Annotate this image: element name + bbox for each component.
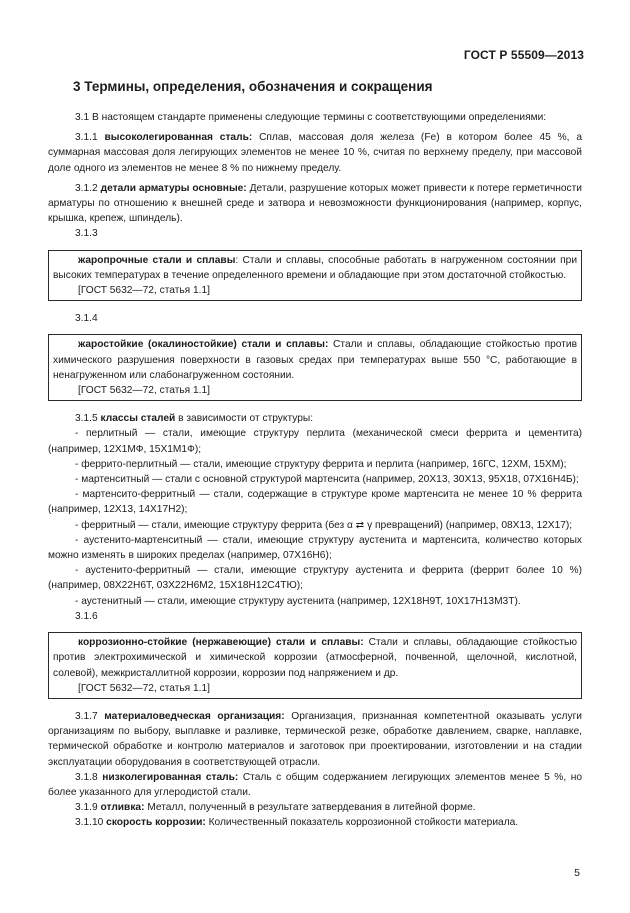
box-reference: [ГОСТ 5632—72, статья 1.1]	[78, 285, 211, 297]
term-high-alloy-steel: высоколегированная сталь:	[104, 132, 253, 144]
box-definition: коррозионно-стойкие (нержавеющие) стали и сплавы: Стали и сплавы, обладающие стойкостью против электрохимической и химической коррозии (атмосферной, почвенной, щелочной, кислотной, солевой), межкристаллитной коррозии, коррозии под напряжением и др.	[53, 637, 577, 679]
definition-box-3-1-3	[48, 250, 582, 302]
page-number: 5	[574, 867, 580, 879]
term-scale-resistant-steels: жаростойкие (окалиностойкие) стали и сплавы:	[78, 339, 329, 351]
paragraph-3-1-5: 3.1.5 классы сталей в зависимости от структуры:	[75, 413, 314, 425]
list-item: - аустенито-ферритный — стали, имеющие структуру аустенита и феррита (феррит более 10 %) (например, 08Х22Н6Т, 03Х22Н6М2, 15Х18Н12С4ТЮ);	[48, 565, 582, 592]
paragraph-3-1-10: 3.1.10 скорость коррозии: Количественный показатель коррозионной стойкости материала.	[75, 817, 519, 829]
box-definition: жаропрочные стали и сплавы: Стали и сплавы, способные работать в нагруженном состоянии при высоких температурах в течение определенного времени и обладающие при этом достаточной стойкостью.	[53, 254, 578, 281]
box-reference: [ГОСТ 5632—72, статья 1.1]	[78, 385, 211, 397]
term-materials-organization: материаловедческая организация:	[104, 710, 285, 722]
term-casting: отливка:	[100, 802, 145, 814]
term-corrosion-rate: скорость коррозии:	[106, 817, 206, 829]
definition-box-3-1-6	[48, 632, 582, 699]
document-code: ГОСТ Р 55509—2013	[463, 48, 584, 62]
list-item: - феррито-перлитный — стали, имеющие структуру феррита и перлита (например, 16ГС, 12ХМ, 15ХМ);	[75, 458, 567, 470]
section-title: 3 Термины, определения, обозначения и сокращения	[73, 79, 433, 94]
paragraph-3-1-7: 3.1.7 материаловедческая организация: Организация, признанная компетентной оказывать услуги организациям по выбору, выплавке и разливке, термической резке, обработке давлением, сварке, наплавке, термической обработке и контролю материалов и заготовок при проектировании, изготовлении и на стадии эксплуатации оборудования в соответствующей отрасли.	[48, 710, 582, 768]
term-valve-main-parts: детали арматуры основные:	[100, 182, 247, 194]
term-corrosion-resistant-steels: коррозионно-стойкие (нержавеющие) стали и сплавы:	[78, 637, 364, 649]
list-item: - ферритный — стали, имеющие структуру феррита (без α ⇄ γ превращений) (например, 08Х13, 12Х17);	[75, 519, 573, 531]
paragraph-3-1-3-number: 3.1.3	[75, 228, 98, 240]
paragraph-3-1-9: 3.1.9 отливка: Металл, полученный в результате затвердевания в литейной форме.	[75, 802, 476, 814]
definition-box-3-1-4	[48, 334, 582, 401]
document-body	[48, 110, 582, 831]
paragraph-3-1-8: 3.1.8 низколегированная сталь: Сталь с общим содержанием легирующих элементов менее 5 %, но более указанного для углеродистой стали.	[48, 771, 582, 798]
list-item: - аустенито-мартенситный — стали, имеющие структуру аустенита и мартенсита, количество которых можно изменять в широких пределах (например, 07Х16Н6);	[48, 534, 582, 562]
term-low-alloy-steel: низколегированная сталь:	[102, 771, 239, 783]
list-item: - аустенитный — стали, имеющие структуру аустенита (например, 12Х18Н9Т, 10Х17Н13М3Т).	[75, 595, 521, 607]
box-reference: [ГОСТ 5632—72, статья 1.1]	[78, 682, 211, 694]
term-steel-classes: классы сталей	[100, 413, 176, 425]
list-item: - мартенсито-ферритный — стали, содержащие в структуре кроме мартенсита не менее 10 % феррита (например, 12Х13, 14Х17Н2);	[48, 489, 582, 516]
paragraph-3-1-4-number: 3.1.4	[75, 313, 98, 325]
paragraph-3-1-1: 3.1.1 высоколегированная сталь: Сплав, массовая доля железа (Fe) в котором более 45 %, а суммарная массовая доля легирующих элементов не менее 10 %, считая по верхнему пределу, при массовой доле одного из элементов не менее 8 % по нижнему пределу.	[48, 132, 583, 174]
paragraph-3-1-6-number: 3.1.6	[75, 610, 98, 622]
list-item: - перлитный — стали, имеющие структуру перлита (механической смеси феррита и цементита) (например, 12Х1МФ, 15Х1М1Ф);	[48, 428, 582, 455]
box-definition: жаростойкие (окалиностойкие) стали и сплавы: Стали и сплавы, обладающие стойкостью против химического разрушения поверхности в газовых средах при температурах выше 550 °С, работающие в ненагруженном или слабонагруженном состоянии.	[53, 339, 578, 381]
paragraph-3-1: 3.1 В настоящем стандарте применены следующие термины с соответствующими определениями:	[75, 112, 547, 123]
paragraph-3-1-2: 3.1.2 детали арматуры основные: Детали, разрушение которых может привести к потере герметичности арматуры по отношению к внешней среде и затвора и невозможности функционирования (например, корпус, крышка, крепеж, шпиндель).	[48, 182, 582, 225]
list-item: - мартенситный — стали с основной структурой мартенсита (например, 20Х13, 30Х13, 95Х18, 07Х16Н4Б);	[75, 474, 579, 486]
term-heat-resistant-steels: жаропрочные стали и сплавы	[78, 254, 236, 266]
